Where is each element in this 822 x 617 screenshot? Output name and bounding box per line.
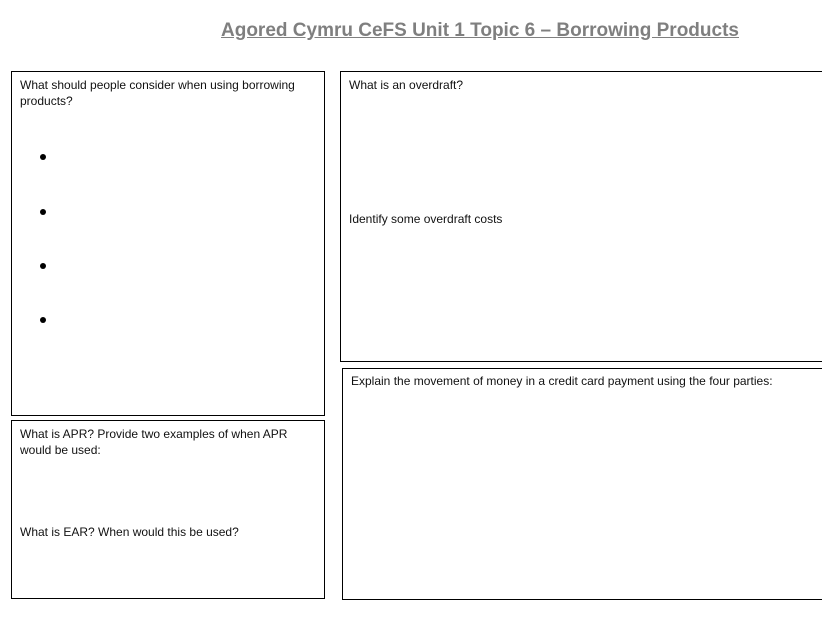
considerations-box <box>11 71 325 416</box>
credit-card-question: Explain the movement of money in a credit card payment using the four parties: <box>351 374 773 388</box>
bullet-point <box>40 317 46 323</box>
page-title: Agored Cymru CeFS Unit 1 Topic 6 – Borrowing Products <box>221 20 739 41</box>
apr-question: What is APR? Provide two examples of when APR would be used: <box>20 427 288 457</box>
overdraft-question: What is an overdraft? <box>349 78 464 92</box>
considerations-question: What should people consider when using borrowing products? <box>20 78 295 108</box>
overdraft-costs-question: Identify some overdraft costs <box>349 212 503 226</box>
bullet-point <box>40 154 46 160</box>
ear-question: What is EAR? When would this be used? <box>20 525 239 539</box>
overdraft-box <box>340 71 822 362</box>
apr-ear-box <box>11 420 325 599</box>
bullet-point <box>40 209 46 215</box>
credit-card-box <box>342 368 822 600</box>
bullet-point <box>40 263 46 269</box>
